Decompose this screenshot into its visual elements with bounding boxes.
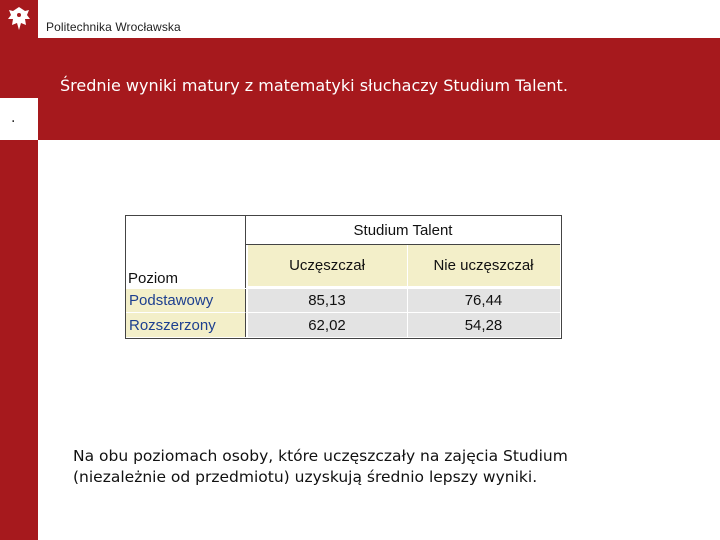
cell-basic-attended: 85,13 bbox=[248, 289, 408, 313]
left-bar-gap bbox=[0, 98, 38, 140]
cell-basic-not-attended: 76,44 bbox=[408, 289, 560, 313]
bullet-dot: . bbox=[11, 110, 16, 126]
brand-name[interactable]: Politechnika Wrocławska bbox=[46, 20, 181, 34]
university-logo[interactable] bbox=[0, 0, 38, 38]
row-header-label: Poziom bbox=[128, 270, 179, 287]
eagle-crest-icon bbox=[4, 4, 34, 34]
conclusion-line-1: Na obu poziomach osoby, które uczęszczały na zajęcia Studium bbox=[73, 447, 568, 465]
slide-title: Średnie wyniki matury z matematyki słuchaczy Studium Talent. bbox=[60, 76, 568, 95]
group-header: Studium Talent bbox=[246, 216, 560, 245]
results-table bbox=[125, 215, 562, 339]
cell-extended-not-attended: 54,28 bbox=[408, 313, 560, 337]
conclusion-line-2: (niezależnie od przedmiotu) uzyskują średnio lepszy wyniki. bbox=[73, 468, 538, 486]
row-label-extended: Rozszerzony bbox=[126, 313, 246, 337]
conclusion-text bbox=[73, 446, 673, 488]
row-label-basic: Podstawowy bbox=[126, 289, 246, 313]
column-header-attended: Uczęszczał bbox=[248, 245, 408, 287]
cell-extended-attended: 62,02 bbox=[248, 313, 408, 337]
column-header-not-attended: Nie uczęszczał bbox=[408, 245, 560, 287]
